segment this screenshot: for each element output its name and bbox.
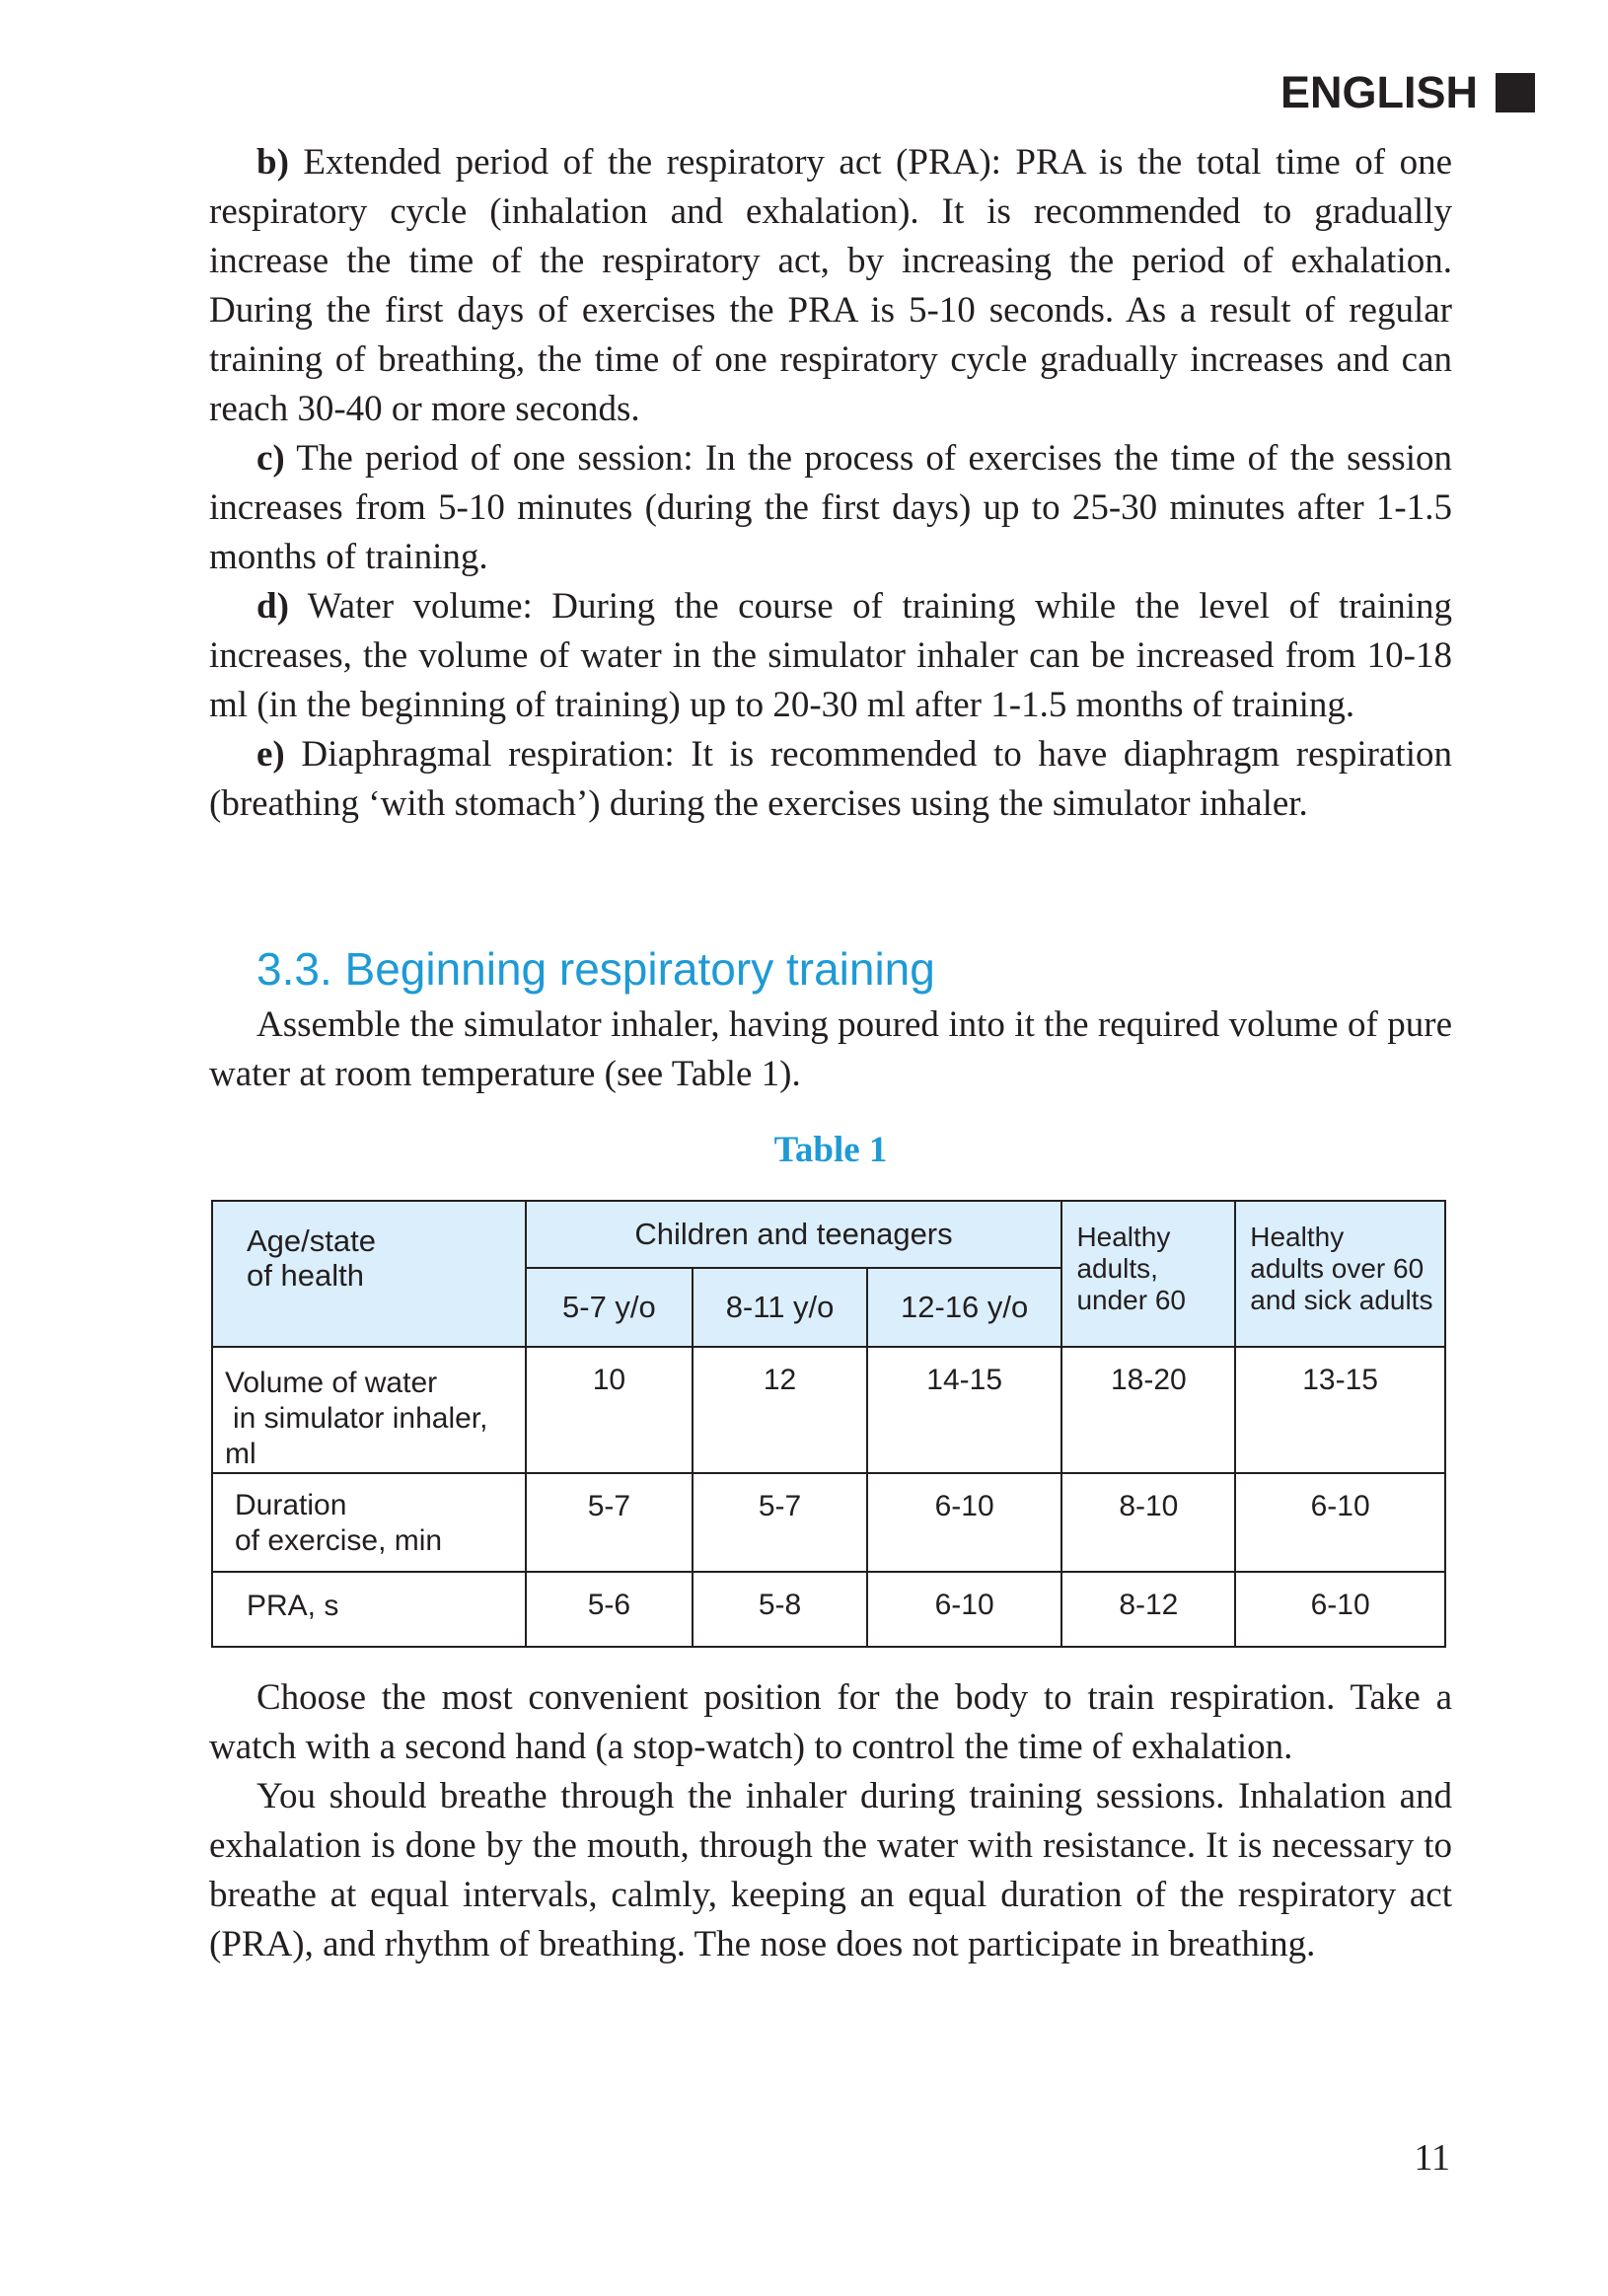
row-label-line1: Duration (235, 1489, 347, 1521)
page-content (209, 138, 1452, 1969)
table-cell: 12 (693, 1347, 867, 1473)
section-title: 3.3. Beginning respiratory training (256, 943, 935, 995)
header-adults-over-60 (1235, 1201, 1445, 1347)
header-age-12-16: 12-16 y/o (867, 1268, 1062, 1347)
paragraph-d (209, 582, 1452, 730)
header-children-teenagers: Children and teenagers (526, 1201, 1062, 1268)
paragraph-lead: b) (256, 142, 289, 183)
table-cell: 5-6 (526, 1572, 694, 1647)
table-cell: 8-12 (1061, 1572, 1235, 1647)
paragraph-text: The period of one session: In the process of exercises the time of the session increases from 5-10 minutes (during the first days) up to 25-30 minutes after 1-1.5 months of training. (209, 438, 1452, 577)
row-label-volume (212, 1347, 526, 1473)
table-cell: 5-8 (693, 1572, 867, 1647)
header-age-8-11: 8-11 y/o (693, 1268, 867, 1347)
section-intro: Assemble the simulator inhaler, having poured into it the required volume of pure water at room temperature (see Table 1). (209, 1004, 1452, 1094)
paragraph-b (209, 138, 1452, 434)
after-table-text (209, 1673, 1452, 1969)
table-cell: 14-15 (867, 1347, 1062, 1473)
page-number: 11 (1414, 2137, 1450, 2179)
table-cell: 5-7 (693, 1473, 867, 1572)
language-header (1223, 63, 1535, 122)
table-cell: 6-10 (1235, 1473, 1445, 1572)
table-row (212, 1572, 1445, 1647)
header-adults-line2: adults, (1076, 1253, 1158, 1284)
table-cell: 13-15 (1235, 1347, 1445, 1473)
paragraph-text: Diaphragmal respiration: It is recommended to have diaphragm respiration (breathing ‘with stomach’) during the exercises using the simulator inhaler. (209, 734, 1452, 824)
header-age-state (212, 1201, 526, 1347)
header-adults-line1: Healthy (1076, 1222, 1171, 1252)
header-over60-line1: Healthy (1250, 1222, 1345, 1252)
header-age-line2: of health (247, 1258, 364, 1293)
row-label-duration (212, 1473, 526, 1572)
paragraph-lead: c) (256, 438, 285, 479)
header-adults-line3: under 60 (1076, 1285, 1186, 1315)
language-label: ENGLISH (1279, 67, 1478, 117)
row-label-line2: in simulator inhaler, ml (225, 1402, 488, 1470)
paragraph-text: Water volume: During the course of training while the level of training increases, the volume of water in the simulator inhaler can be increased from 10-18 ml (in the beginning of training) up to 20-30 ml after 1-1.5 months of training. (209, 586, 1452, 725)
table-cell: 6-10 (1235, 1572, 1445, 1647)
paragraph-c (209, 434, 1452, 582)
table-caption: Table 1 (773, 1130, 888, 1170)
header-over60-line3: and sick adults (1250, 1285, 1433, 1315)
data-table (211, 1200, 1446, 1648)
header-age-line1: Age/state (247, 1223, 376, 1258)
row-label-pra: PRA, s (212, 1572, 526, 1647)
table-cell: 6-10 (867, 1572, 1062, 1647)
paragraph-text: Extended period of the respiratory act (PRA): PRA is the total time of one respiratory cycle (inhalation and exhalation). It is recommended to gradually increase the time of the respiratory act, by increasing the period of exhalation. During the first days of exercises the PRA is 5-10 seconds. As a result of regular training of breathing, the time of one respiratory cycle gradually increases and can reach 30-40 or more seconds. (209, 142, 1452, 429)
header-square-marker (1496, 73, 1535, 112)
table-row (212, 1473, 1445, 1572)
paragraph-lead: e) (256, 734, 285, 775)
header-healthy-adults-under-60 (1061, 1201, 1235, 1347)
table-cell: 6-10 (867, 1473, 1062, 1572)
header-over60-line2: adults over 60 (1250, 1253, 1425, 1284)
table-cell: 5-7 (526, 1473, 694, 1572)
header-age-5-7: 5-7 y/o (526, 1268, 694, 1347)
table-row (212, 1347, 1445, 1473)
table-cell: 8-10 (1061, 1473, 1235, 1572)
paragraph-e (209, 730, 1452, 829)
table-cell: 10 (526, 1347, 694, 1473)
paragraph-position: Choose the most convenient position for the body to train respiration. Take a watch with a second hand (a stop-watch) to control the time of exhalation. (209, 1677, 1452, 1767)
table-cell: 18-20 (1061, 1347, 1235, 1473)
row-label-line1: Volume of water (225, 1367, 438, 1399)
paragraph-lead: d) (256, 586, 289, 627)
row-label-line2: of exercise, min (235, 1524, 443, 1557)
paragraph-breathing: You should breathe through the inhaler during training sessions. Inhalation and exhalation is done by the mouth, through the water with resistance. It is necessary to breathe at equal intervals, calmly, keeping an equal duration of the respiratory act (PRA), and rhythm of breathing. The nose does not participate in breathing. (209, 1776, 1452, 1964)
